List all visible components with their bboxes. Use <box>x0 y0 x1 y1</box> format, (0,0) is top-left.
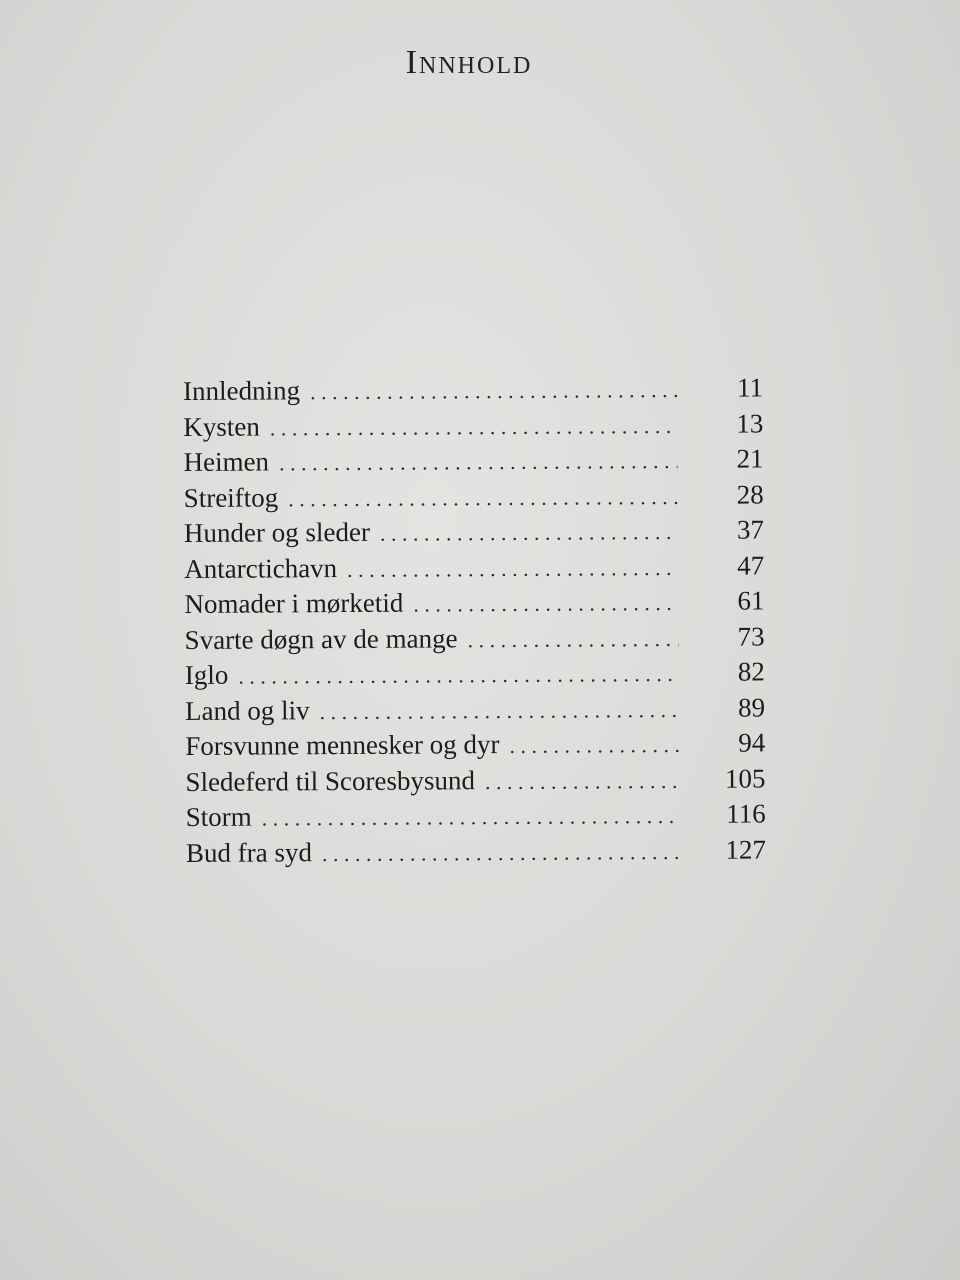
toc-entry-page: 94 <box>738 727 766 758</box>
toc-entry-title: Land og liv <box>184 694 310 726</box>
toc-entry-title: Antarctichavn <box>184 552 338 584</box>
toc-entry-page: 61 <box>737 585 765 616</box>
toc-entry <box>183 441 763 480</box>
toc-entry-page: 13 <box>736 407 764 439</box>
toc-entry-page: 28 <box>736 478 764 510</box>
toc-entry-page: 127 <box>725 833 767 865</box>
dot-leader <box>270 407 678 445</box>
toc-entry-title: Bud fra syd <box>185 836 312 868</box>
dot-leader <box>413 585 678 622</box>
dot-leader <box>319 691 679 729</box>
toc-entry-title: Heimen <box>183 446 270 477</box>
toc-entry <box>185 619 765 658</box>
table-of-contents <box>183 370 766 871</box>
toc-entry-title: Forsvunne mennesker og dyr <box>185 729 500 761</box>
toc-entry-title: Storm <box>185 801 252 832</box>
toc-entry-page: 116 <box>726 798 766 829</box>
dot-leader <box>467 620 678 657</box>
dot-leader <box>322 833 680 871</box>
dot-leader <box>509 727 679 764</box>
dot-leader <box>288 478 678 516</box>
toc-entry-page: 21 <box>736 443 764 474</box>
dot-leader <box>310 372 677 410</box>
toc-entry <box>184 512 764 551</box>
toc-entry <box>186 832 766 871</box>
dot-leader <box>380 514 678 551</box>
toc-entry-page: 82 <box>737 656 765 687</box>
dot-leader <box>238 656 679 694</box>
toc-entry <box>183 370 763 409</box>
toc-entry-title: Kysten <box>183 411 260 442</box>
dot-leader <box>485 762 680 799</box>
dot-leader <box>347 549 678 587</box>
toc-entry-title: Hunder og sleder <box>183 516 371 548</box>
toc-entry <box>185 725 765 764</box>
page-title: Innhold <box>405 44 533 81</box>
toc-entry <box>185 654 765 693</box>
toc-entry <box>185 761 765 800</box>
toc-entry-page: 105 <box>724 762 766 794</box>
toc-entry <box>184 477 764 516</box>
toc-entry <box>185 690 765 729</box>
toc-entry <box>184 548 764 587</box>
dot-leader <box>279 443 678 481</box>
dot-leader <box>262 798 680 836</box>
toc-entry-page: 47 <box>737 549 765 581</box>
toc-entry <box>186 796 766 835</box>
toc-entry-title: Nomader i mørketid <box>184 587 404 619</box>
toc-entry <box>184 583 764 622</box>
toc-entry-title: Svarte døgn av de mange <box>184 622 458 655</box>
toc-entry-title: Sledeferd til Scoresbysund <box>185 764 476 797</box>
toc-entry-title: Innledning <box>183 375 301 406</box>
toc-entry <box>183 406 763 445</box>
toc-entry-page: 37 <box>736 514 765 545</box>
toc-entry-title: Streiftog <box>183 481 279 513</box>
toc-entry-page: 89 <box>737 691 766 723</box>
toc-entry-page: 73 <box>737 620 765 652</box>
toc-entry-title: Iglo <box>184 659 229 690</box>
toc-entry-page: 11 <box>737 372 764 403</box>
